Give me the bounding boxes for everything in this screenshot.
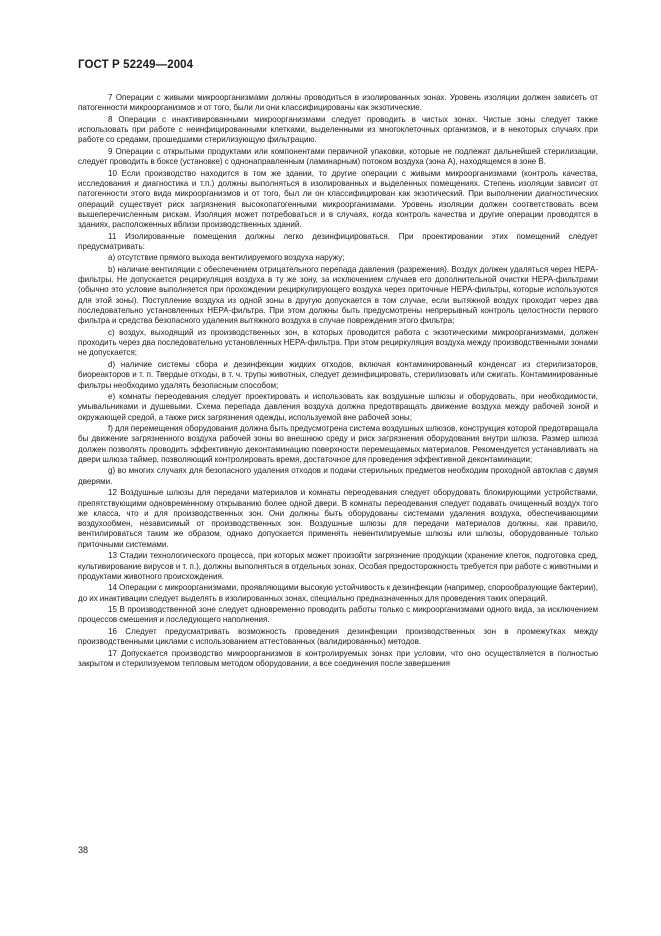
paragraph-16: 16 Следует предусматривать возможность проведения дезинфекции производственных зон в промежутках между производственными циклами с использованием аттестованных (валидированных) методов.: [78, 626, 598, 647]
paragraph-12: 12 Воздушные шлюзы для передачи материалов и комнаты переодевания следует оборудовать блокирующими устройствами, препятствующими одновременному открыванию более одной двери. В комнаты переодевания следует подавать очищенный воздух того же класса, что и для производственных зон. Они должны быть оборудованы системами удаления воздуха, обеспечивающими воздухообмен, независимый от производственных зон. Воздушные шлюзы для передачи материалов должны, как правило, вентилироваться таким же образом, однако допускается применять невентилируемые шлюзы или шлюзы, оборудованные только приточными системами.: [78, 488, 598, 549]
list-item-f: f) для перемещения оборудования должна быть предусмотрена система воздушных шлюзов, конструкция которой предотвращала бы движение загрязненного воздуха рабочей зоны во внешнюю среду и риск загрязнения оборудования внутри шлюза. Размер шлюза должен позволять проводить эффективную деконтаминацию поверхности перемещаемых материалов. Рекомендуется устанавливать на двери шлюза таймер, позволяющий контролировать время, достаточное для проведения эффективной деконтаминации;: [78, 424, 598, 464]
paragraph-15: 15 В производственной зоне следует одновременно проводить работы только с микроорганизмами одного вида, за исключением процессов смешения и последующего наполнения.: [78, 605, 598, 625]
list-item-c: c) воздух, выходящий из производственных зон, в которых проводится работа с экзотическими микроорганизмами, должен проходить через два последовательно установленных НЕРА-фильтра. При этом рециркуляция воздуха между производственными зонами не допускается;: [78, 327, 598, 358]
paragraph-13: 13 Стадии технологического процесса, при которых может произойти загрязнение продукции (хранение клеток, подготовка сред, культивирование вирусов и т. п.), должны выполняться в отдельных зонах. Особая предосторожность требуется при работе с животными и продуктами животного происхождения.: [78, 551, 598, 581]
paragraph-17: 17 Допускается производство микроорганизмов в контролируемых зонах при условии, что оно осуществляется в полностью закрытом и стерилизуемом тепловым методом оборудовании, а все соединения после завершения: [78, 648, 598, 668]
paragraph-11: 11 Изолированные помещения должны легко дезинфицироваться. При проектировании этих помещений следует предусматривать:: [78, 231, 598, 251]
paragraph-14: 14 Операции с микроорганизмами, проявляющими высокую устойчивость к дезинфекции (например, спорообразующие бактерии), до их инактивации следует выделять в изолированных зонах, специально предназначенных для проведения таких операций.: [78, 583, 598, 603]
document-header: ГОСТ Р 52249—2004: [78, 59, 194, 71]
paragraph-10: 10 Если производство находится в том же здании, то другие операции с живыми микроорганизмами (контроль качества, исследования и диагностика и т.п.) должны выполняться в изолированных и выделенных помещениях. Степень изоляции зависит от патогенности этого вида микроорганизмов и от того, был ли он классифицирован как экзотический. При выполнении диагностических операций существует риск загрязнения высокопатогенными микроорганизмами. Уровень изоляции должен соответствовать всем вышеперечисленным рискам. Изоляция может потребоваться и в случаях, когда контроль качества и другие операции проводятся в зданиях, расположенных вблизи производственных зданий.: [78, 168, 598, 230]
list-item-e: e) комнаты переодевания следует проектировать и использовать как воздушные шлюзы и оборудовать, при необходимости, умывальниками и душевыми. Схема перепада давления воздуха должна предотвращать движение воздуха между рабочей зоной и окружающей средой, а также риск загрязнения одежды, используемой вне рабочей зоны;: [78, 392, 598, 422]
list-item-a: а) отсутствие прямого выхода вентилируемого воздуха наружу;: [108, 253, 345, 263]
paragraph-9: 9 Операции с открытыми продуктами или компонентами первичной упаковки, которые не подлежат дальнейшей стерилизации, следует проводить в боксе (установке) с однонаправленным (ламинарным) потоком воздуха (зона А), находящемся в зоне В.: [78, 146, 598, 167]
list-item-g: g) во многих случаях для безопасного удаления отходов и подачи стерильных предметов необходим проходной автоклав с двумя дверями.: [78, 466, 598, 486]
list-item-d: d) наличие системы сбора и дезинфекции жидких отходов, включая контаминированный конденсат из стерилизаторов, биореакторов и т. п. Твердые отходы, в т. ч. трупы животных, следует дезинфицировать, стерилизовать или сжигать. Контаминированные фильтры необходимо удалять безопасным способом;: [78, 359, 598, 390]
document-body: [78, 93, 598, 670]
paragraph-7: 7 Операции с живыми микроорганизмами должны проводиться в изолированных зонах. Уровень изоляции должен зависеть от патогенности микроорганизмов и от того, были ли они классифицированы как экзотические.: [78, 93, 598, 113]
list-item-b: b) наличие вентиляции с обеспечением отрицательного перепада давления (разрежения). Воздух должен удаляться через НЕРА-фильтры. Не допускается рециркуляция воздуха в ту же зону, за исключением случаев его дополнительной очистки НЕРА-фильтрами (обычно это условие выполняется при прохождении рециркулирующего воздуха через приточные НЕРА-фильтры, которые используются для этой зоны). Поступление воздуха из одной зоны в другую допускается в том случае, если вытяжной воздух проходит через два последовательно установленных НЕРА-фильтра. При этом должны быть предусмотрены непрерывный контроль целостности первого фильтра и средства безопасного удаления вытяжного воздуха в случае повреждения этого фильтра;: [78, 264, 598, 326]
page-number: 38: [78, 845, 89, 855]
paragraph-8: 8 Операции с инактивированными микроорганизмами следует проводить в чистых зонах. Чистые зоны следует также использовать при работе с неинфицированными клетками, выделенными из многоклеточных организмов, и в некоторых случаях при работе со средами, прошедшими стерилизующую фильтрацию.: [78, 114, 598, 145]
